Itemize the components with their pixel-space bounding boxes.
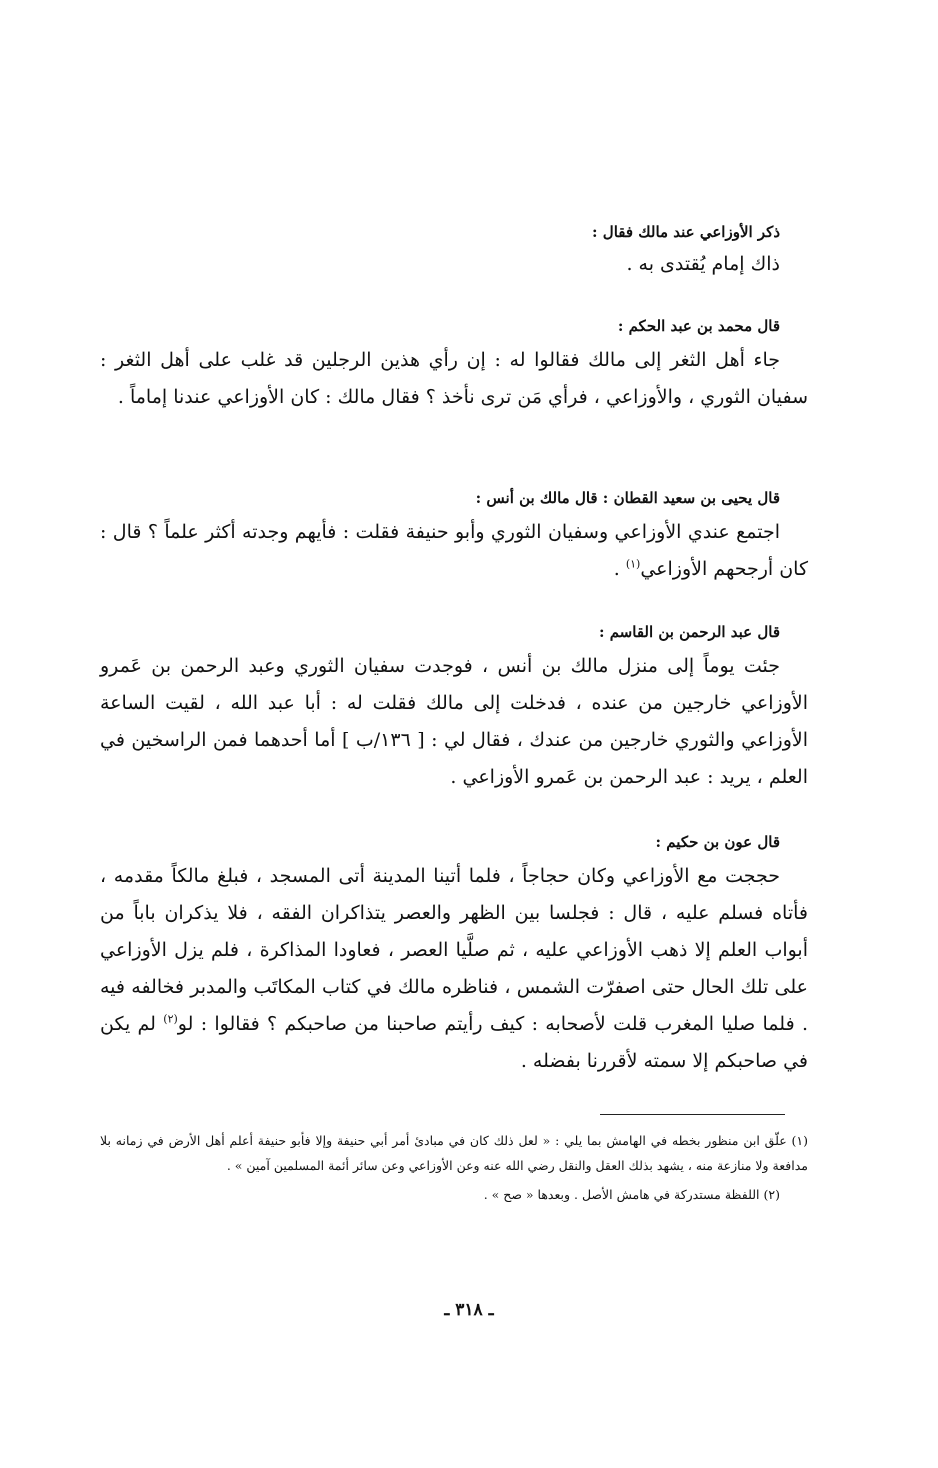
- section-2: [100, 316, 808, 416]
- paragraph-text-end: .: [613, 558, 626, 580]
- section-paragraph: ذاك إمام يُقتدى به .: [626, 253, 780, 275]
- section-paragraph: جئت يوماً إلى منزل مالك بن أنس ، فوجدت سفيان الثوري وعبد الرحمن بن عَمرو الأوزاعي خارجين من عنده ، فدخلت إلى مالك فقلت له : أبا عبد الله ، لقيت الساعة الأوزاعي والثوري خارجين من عندك ، فقال لي : [ ١٣٦/ب ] أما أحدهما فمن الراسخين في العلم ، يريد : عبد الرحمن بن عَمرو الأوزاعي .: [100, 655, 808, 788]
- footnote-ref-1[interactable]: (١): [625, 557, 641, 571]
- section-paragraph: [100, 858, 808, 1080]
- footnote-ref-2[interactable]: (٢): [163, 1012, 178, 1026]
- section-paragraph: جاء أهل الثغر إلى مالك فقالوا له : إن رأي هذين الرجلين قد غلب على أهل الثغر : سفيان الثوري ، والأوزاعي ، فرأي مَن ترى نأخذ ؟ فقال مالك : كان الأوزاعي عندنا إماماً .: [100, 349, 808, 408]
- section-heading: قال يحيى بن سعيد القطان : قال مالك بن أنس :: [475, 489, 780, 507]
- paragraph-text: اجتمع عندي الأوزاعي وسفيان الثوري وأبو حنيفة فقلت : فأيهم وجدته أكثر علماً ؟ قال : كان أرجحهم الأوزاعي: [100, 521, 808, 580]
- section-4: [100, 622, 808, 796]
- section-paragraph: [100, 514, 808, 588]
- footnote-2: (٢) اللفظة مستدركة في هامش الأصل . وبعدها « صح » .: [483, 1187, 780, 1202]
- footnotes: [100, 1128, 808, 1207]
- section-heading: قال عون بن حكيم :: [655, 833, 780, 851]
- section-heading: ذكر الأوزاعي عند مالك فقال :: [592, 223, 780, 241]
- page-number: ـ ٣١٨ ـ: [444, 1300, 494, 1320]
- paragraph-text: حججت مع الأوزاعي وكان حجاجاً ، فلما أتينا المدينة أتى المسجد ، فبلغ مالكاً مقدمه ، فأتاه فسلم عليه ، قال : فجلسا بين الظهر والعصر يتذاكران الفقه ، فلا يذكران باباً من أبواب العلم إلا ذهب الأوزاعي عليه ، ثم صلَّيا العصر ، فعاودا المذاكرة ، فلم يزل الأوزاعي على تلك الحال حتى اصفرّت الشمس ، فناظره مالك في كتاب المكاتَب والمدبر فخالفه فيه . فلما صليا المغرب قلت لأصحابه : كيف رأيتم صاحبنا من صاحبكم ؟ فقالوا : لو: [100, 865, 808, 1035]
- section-1: [100, 222, 808, 283]
- section-5: [100, 832, 808, 1080]
- footnote-1: (١) علّق ابن منظور بخطه في الهامش بما يلي : « لعل ذلك كان في مبادئ أمر أبي حنيفة وإلا فأبو حنيفة أعلم أهل الأرض في زمانه بلا مدافعة ولا منازعة منه ، يشهد بذلك العقل والنقل رضي الله عنه وعن الأوزاعي وعن سائر أئمة المسلمين آمين » .: [100, 1133, 808, 1173]
- footnote-separator: [600, 1114, 785, 1115]
- section-3: [100, 488, 808, 588]
- section-heading: قال محمد بن عبد الحكم :: [617, 317, 780, 335]
- section-heading: قال عبد الرحمن بن القاسم :: [598, 623, 780, 641]
- paragraph-text-end: لم يكن في صاحبكم إلا سمته لأقررنا بفضله .: [100, 1013, 808, 1072]
